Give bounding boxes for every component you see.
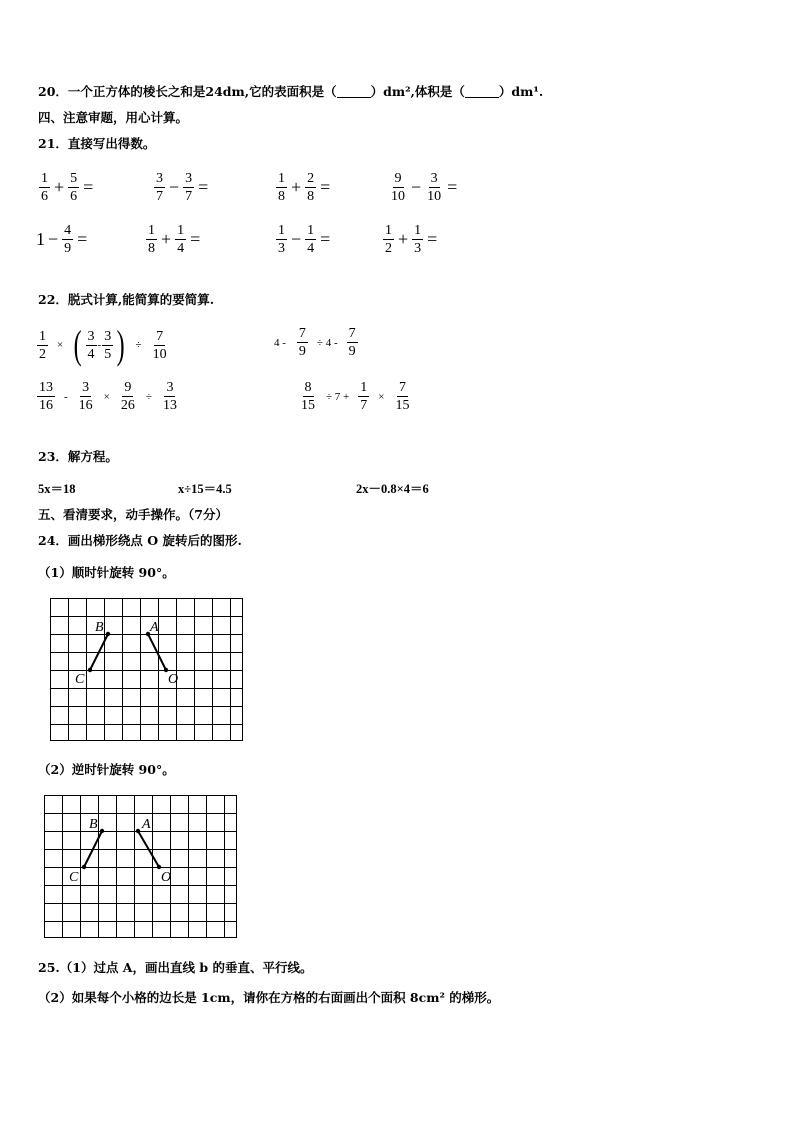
q20-text-prefix: 20．一个正方体的棱长之和是24dm,它的表面积是（ [38,84,337,99]
fraction: $\frac{5}{6}$ [70,171,78,204]
fraction: $\frac{1}{6}$ [41,171,48,204]
fraction: $\frac{3}{5}$ [104,328,112,362]
fraction: $\frac{1}{4}$ [177,223,185,256]
fraction: $\frac{7}{9}$ [298,326,306,359]
point-b [106,632,110,636]
operator: + [398,229,409,249]
q21-item-7 [275,222,333,257]
equals-sign: = [320,177,331,197]
equation-2: x÷15＝4.5 [178,482,232,496]
right-paren: ) [116,322,125,367]
label-a: A [142,817,151,832]
operator: − [411,177,422,197]
label-a: A [150,620,159,635]
operator: + [161,229,172,249]
fraction: $\frac{3}{7}$ [185,171,193,204]
fraction: $\frac{9}{10}$ [391,171,405,204]
fraction: $\frac{7}{10}$ [152,328,167,362]
equals-sign: = [320,229,331,249]
grid-lines [44,795,237,938]
fraction: $\frac{3}{7}$ [156,171,163,204]
point-c [88,668,92,672]
q24-part-1-label: （1）顺时针旋转 90°。 [38,565,175,580]
fraction: $\frac{2}{8}$ [307,171,315,204]
fraction: $\frac{13}{16}$ [39,380,53,413]
label-c: C [69,870,79,885]
operator: + [291,177,302,197]
point-o [157,865,161,869]
question-22-title: 22．脱式计算,能简算的要简算. [38,292,215,307]
question-25-part-2: （2）如果每个小格的边长是 1cm，请你在方格的右面画出个面积 8cm² 的梯形。 [38,990,500,1005]
label-b: B [89,817,98,832]
equals-sign: = [83,177,94,197]
q21-item-5 [36,222,90,257]
fraction: $\frac{1}{3}$ [414,223,422,256]
equals-sign: = [77,229,88,249]
equals-sign: = [198,177,209,197]
fraction: $\frac{1}{2}$ [385,223,392,256]
q21-item-8 [382,222,440,257]
q22-expression-1 [36,322,170,367]
q21-item-4 [388,170,460,205]
q21-item-6 [145,222,203,257]
operator: − [48,229,59,249]
question-21-title: 21．直接写出得数。 [38,136,156,151]
operator: - [64,390,68,403]
operator: ÷ 7 + [326,390,350,403]
fraction: $\frac{1}{8}$ [148,223,155,256]
q20-text-mid: ）dm²,体积是（ [370,84,465,99]
operator: × [103,390,110,403]
question-24-title: 24．画出梯形绕点 O 旋转后的图形. [38,533,242,548]
fraction: $\frac{3}{13}$ [162,380,177,413]
equation-3: 2x－0.8×4＝6 [356,482,429,496]
fraction: $\frac{1}{2}$ [39,328,46,362]
operator: ÷ [135,339,142,351]
q21-item-2 [153,170,211,205]
label-b: B [95,620,104,635]
section-5-heading: 五、看清要求，动手操作。（7分） [38,507,228,522]
fraction: $\frac{1}{4}$ [307,223,315,256]
q20-text-suffix: ）dm¹. [498,84,544,99]
fraction: $\frac{3}{16}$ [78,380,93,413]
operator: − [169,177,180,197]
fraction: $\frac{3}{10}$ [427,171,442,204]
question-20 [38,82,543,100]
q22-expression-3 [36,379,180,414]
question-25-part-1: 25.（1）过点 A，画出直线 b 的垂直、平行线。 [38,960,313,975]
operator: - [97,339,102,351]
question-23-title: 23．解方程。 [38,449,118,464]
operator: ÷ [145,390,152,403]
q21-item-1 [38,170,96,205]
q21-item-3 [275,170,333,205]
label-o: O [161,870,172,885]
left-paren: ( [73,322,82,367]
equals-sign: = [447,177,458,197]
label-o: O [168,672,179,687]
rotation-grid-1[interactable] [50,598,244,742]
answer-blank-volume[interactable] [465,85,499,98]
equation-1: 5x＝18 [38,482,76,496]
grid-lines [50,598,243,741]
point-c [82,865,86,869]
fraction: $\frac{7}{15}$ [395,380,410,413]
operand: 4 - [274,336,286,349]
point-b [100,829,104,833]
equals-sign: = [427,229,438,249]
operator: × [378,390,385,403]
operator: ÷ 4 - [316,336,338,349]
operator: + [54,177,65,197]
fraction: $\frac{8}{15}$ [301,380,315,413]
fraction: $\frac{1}{3}$ [278,223,285,256]
fraction: $\frac{1}{8}$ [278,171,285,204]
operator: × [57,339,64,351]
q22-expression-4 [298,379,412,414]
fraction: $\frac{4}{9}$ [64,223,72,256]
fraction: $\frac{3}{4}$ [87,328,95,362]
fraction: $\frac{7}{9}$ [348,326,356,359]
fraction: $\frac{9}{26}$ [120,380,135,413]
operator: − [291,229,302,249]
answer-blank-area[interactable] [337,85,371,98]
section-4-heading: 四、注意审题，用心计算。 [38,110,189,125]
rotation-grid-2[interactable] [44,795,238,939]
equals-sign: = [190,229,201,249]
whole-number: 1 [36,229,45,249]
point-a [136,829,140,833]
fraction: $\frac{1}{7}$ [360,380,368,413]
q22-expression-2 [274,325,359,360]
label-c: C [75,672,85,687]
q24-part-2-label: （2）逆时针旋转 90°。 [38,762,175,777]
